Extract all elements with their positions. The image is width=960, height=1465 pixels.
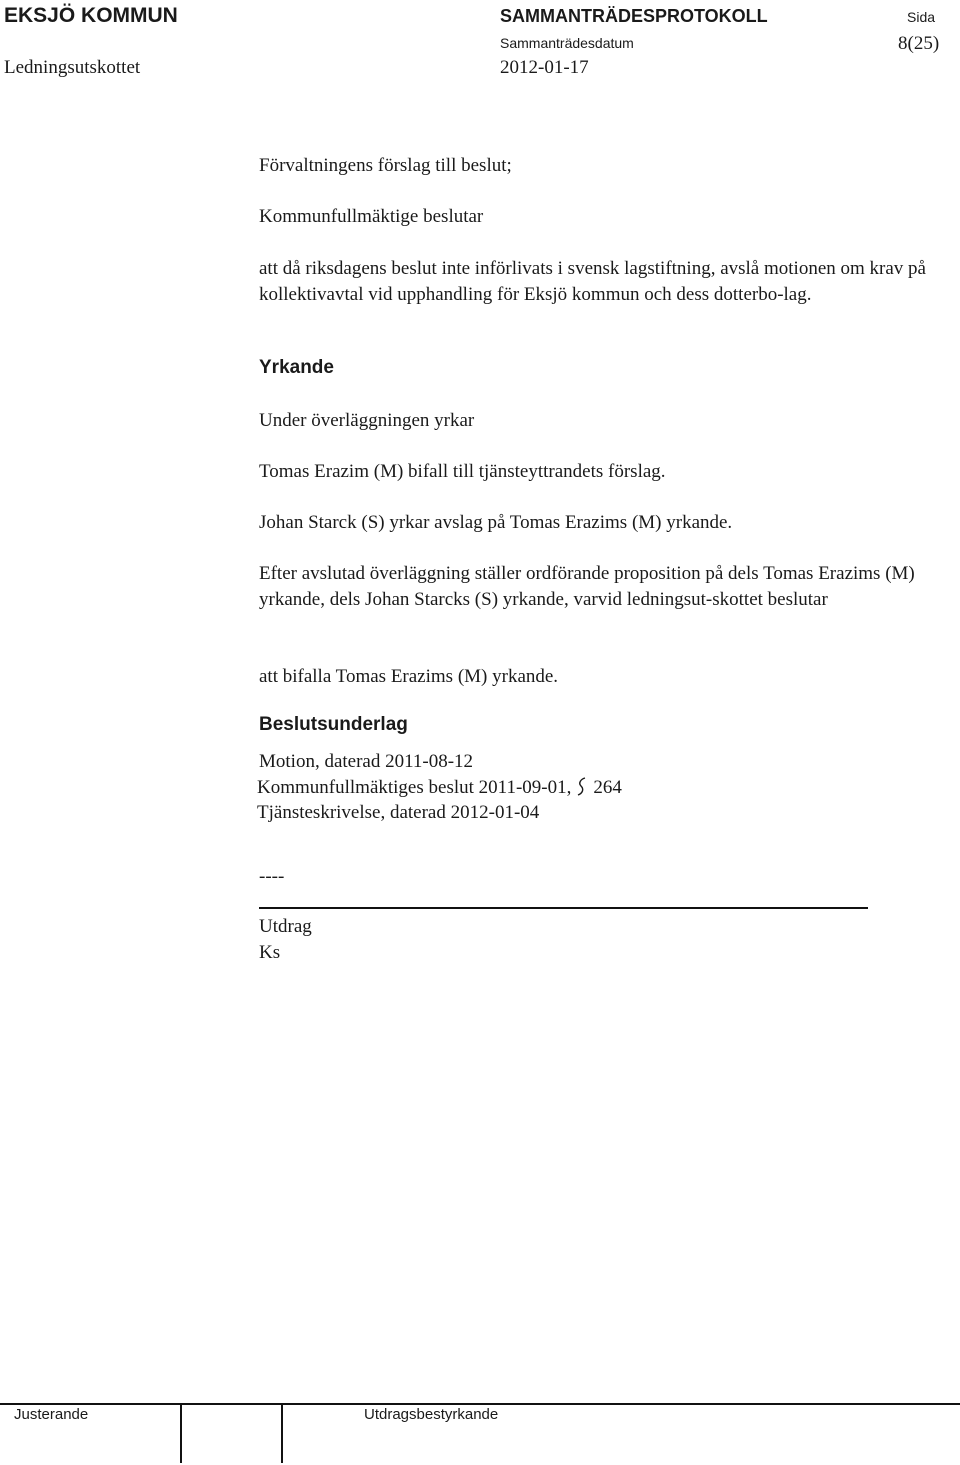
document-type: SAMMANTRÄDESPROTOKOLL	[500, 6, 768, 26]
page-number: 8(25)	[898, 33, 940, 54]
basis-item: Motion, daterad 2011-08-12	[259, 751, 474, 772]
debate-intro: Under överläggningen yrkar	[259, 410, 475, 431]
basis-item	[257, 775, 957, 801]
justerande-label: Justerande	[14, 1406, 89, 1423]
approval-clause: att bifalla Tomas Erazims (M) yrkande.	[259, 666, 559, 687]
section-sign-icon	[575, 775, 589, 797]
decision-clause: att då riksdagens beslut inte införlivats i svensk lagstiftning, avslå motionen om krav på kollektivavtal vid upphandling för Eksjö kommun och dess dotterbo-lag.	[259, 258, 926, 305]
utdragsbestyrkande-label: Utdragsbestyrkande	[364, 1406, 499, 1423]
separator-dashes: ----	[259, 866, 285, 887]
meeting-date-label: Sammanträdesdatum	[500, 35, 634, 51]
signature-row-border	[0, 1403, 960, 1405]
motion-tomas: Tomas Erazim (M) bifall till tjänsteyttrandets förslag.	[259, 461, 666, 482]
meeting-date: 2012-01-17	[500, 57, 589, 78]
extract-recipient: Ks	[259, 942, 281, 963]
page-label: Sida	[907, 9, 936, 25]
basis-item-text: Kommunfullmäktiges beslut 2011-09-01,	[257, 777, 572, 798]
basis-item: Tjänsteskrivelse, daterad 2012-01-04	[257, 802, 540, 823]
proposition-paragraph: Efter avslutad överläggning ställer ordförande proposition på dels Tomas Erazims (M) yrkande, dels Johan Starcks (S) yrkande, varvid ledningsut-skottet beslutar	[259, 563, 915, 610]
committee-name: Ledningsutskottet	[4, 57, 141, 78]
extract-label: Utdrag	[259, 916, 312, 937]
yrkande-heading: Yrkande	[259, 357, 334, 378]
council-decides: Kommunfullmäktige beslutar	[259, 206, 484, 227]
signature-divider	[180, 1405, 182, 1463]
motion-johan: Johan Starck (S) yrkar avslag på Tomas Erazims (M) yrkande.	[259, 512, 733, 533]
separator-line	[259, 907, 868, 909]
basis-heading: Beslutsunderlag	[259, 714, 408, 735]
signature-divider	[281, 1405, 283, 1463]
organization-name: EKSJÖ KOMMUN	[4, 4, 178, 27]
basis-item-text: 264	[593, 777, 622, 798]
proposal-heading: Förvaltningens förslag till beslut;	[259, 155, 512, 176]
